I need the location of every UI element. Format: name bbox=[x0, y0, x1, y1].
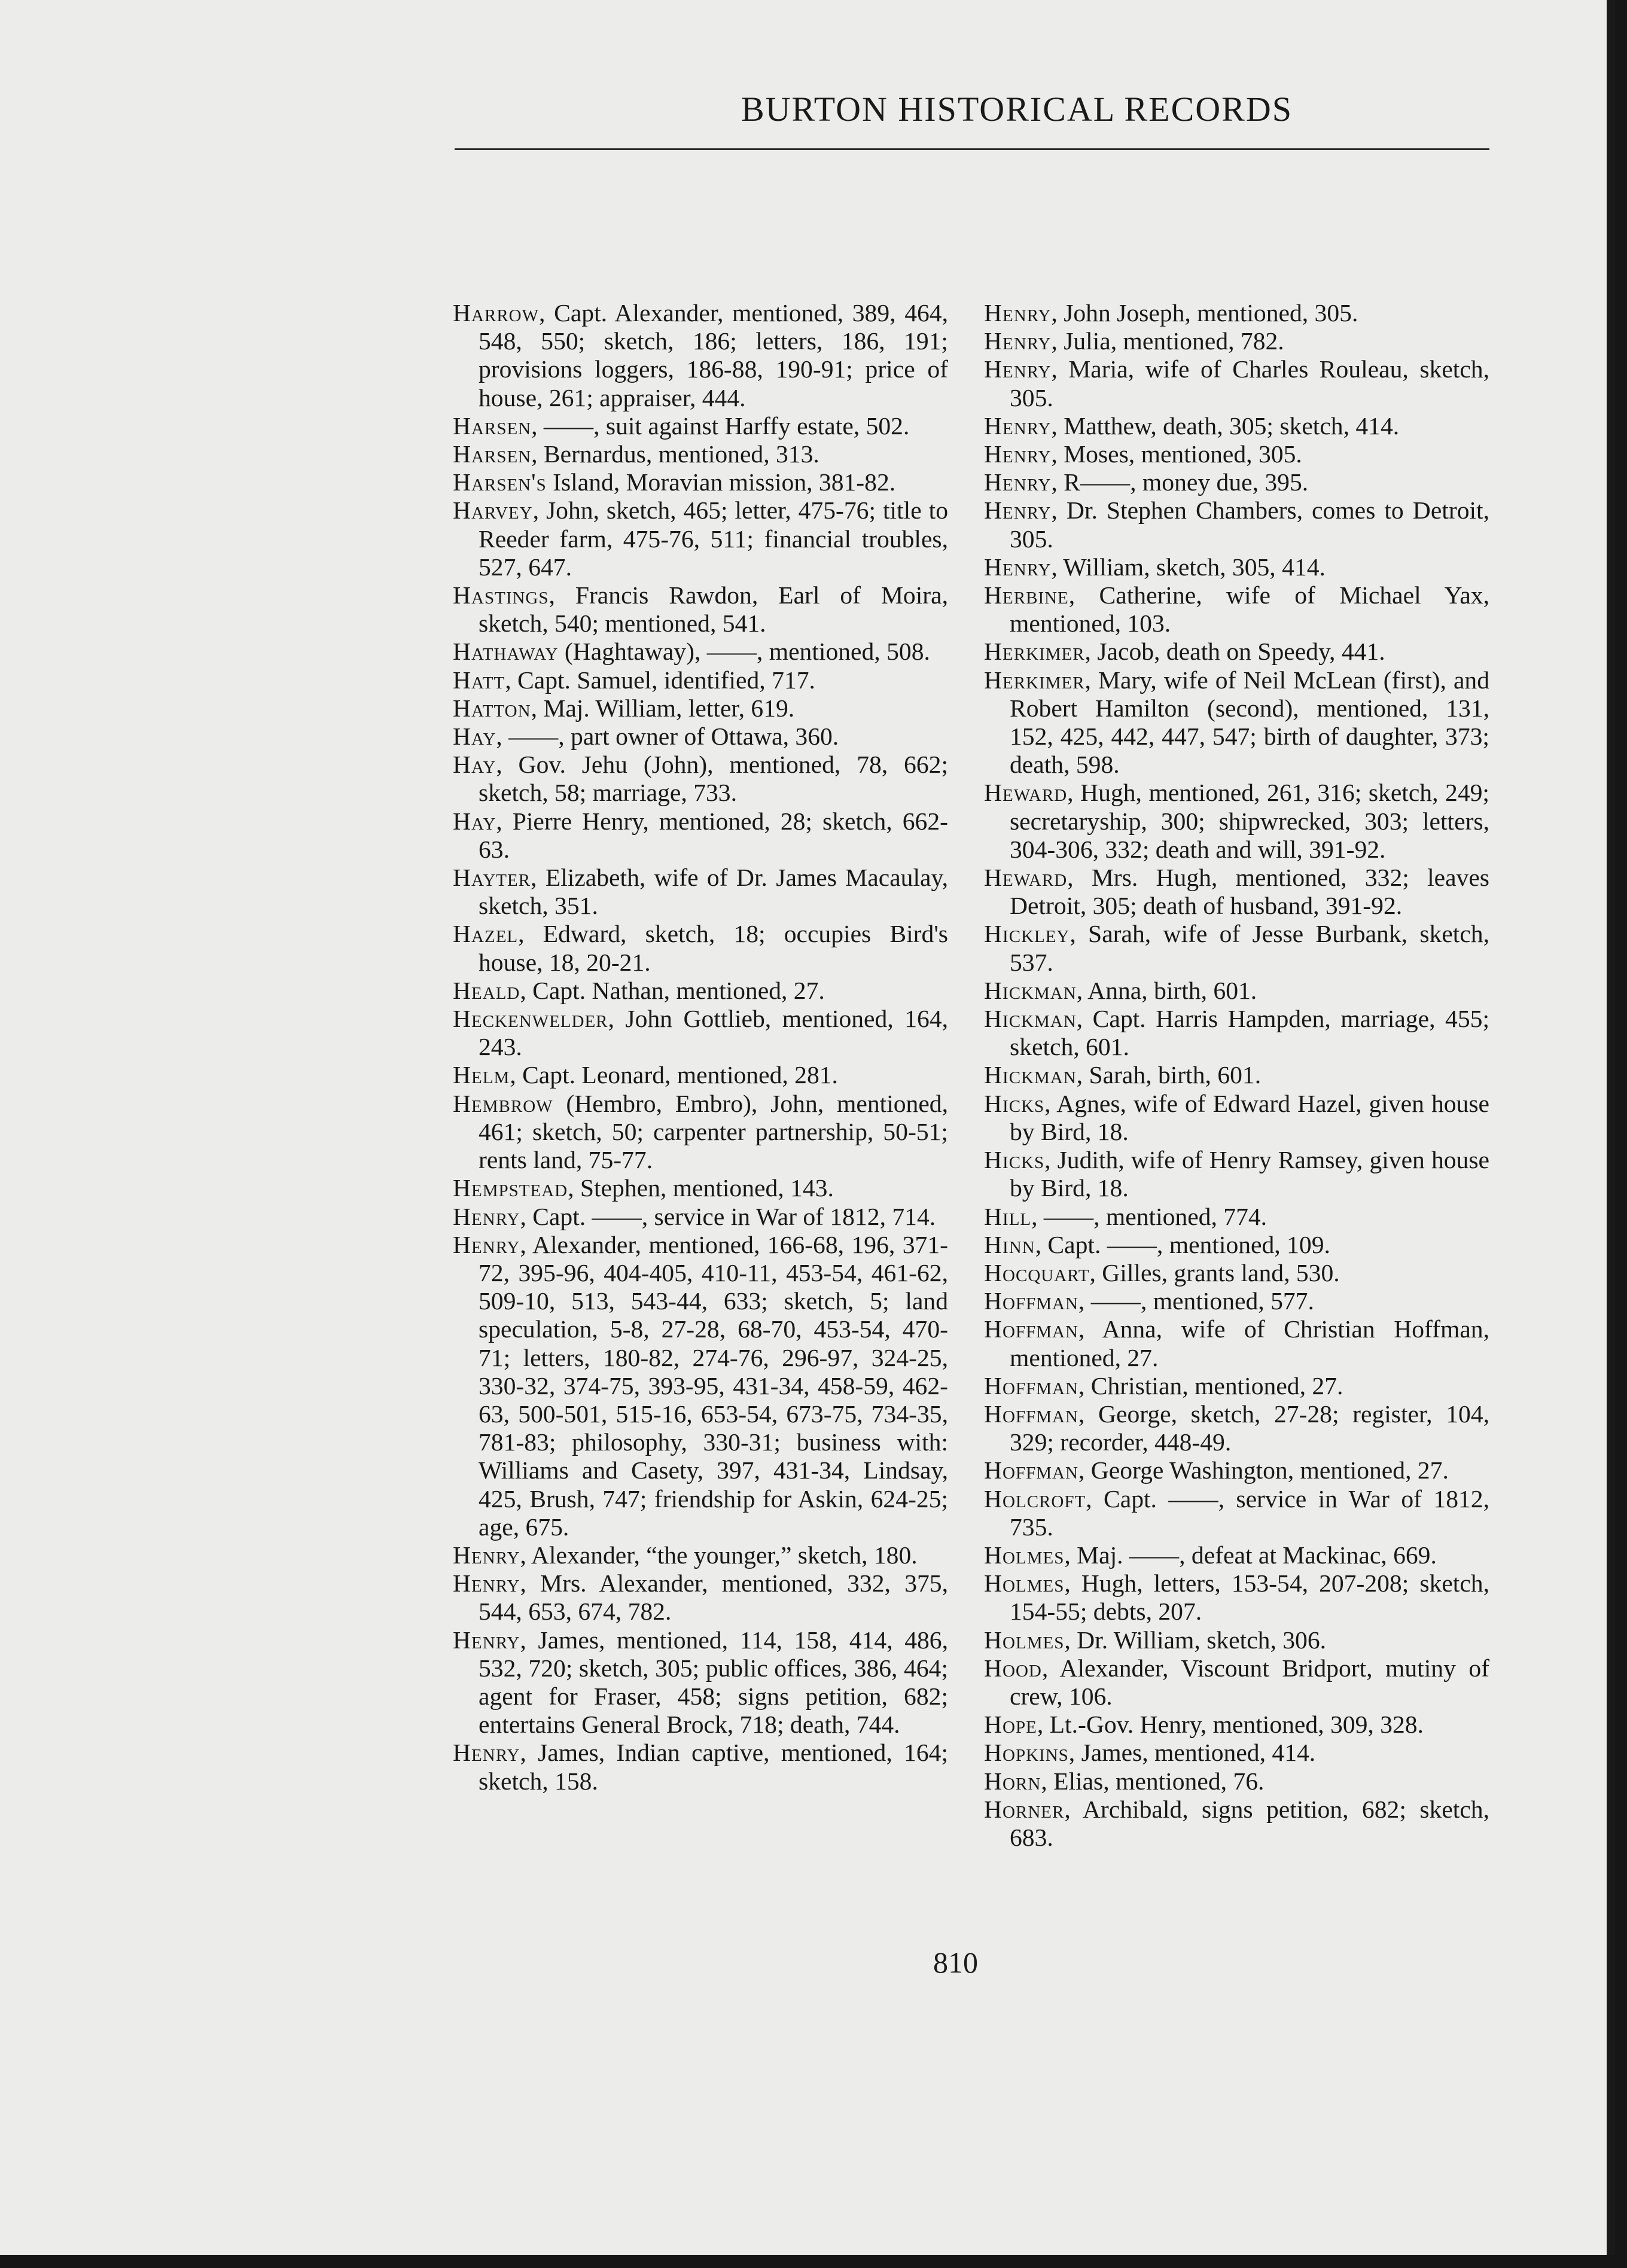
index-entry bbox=[984, 496, 1489, 553]
index-entry bbox=[984, 1372, 1489, 1400]
entry-text: , Alexander, “the younger,” sketch, 180. bbox=[520, 1541, 918, 1569]
running-title: BURTON HISTORICAL RECORDS bbox=[741, 90, 1293, 129]
index-entry bbox=[984, 412, 1489, 440]
entry-text: , William, sketch, 305, 414. bbox=[1051, 553, 1326, 581]
entry-heading: Hicks bbox=[984, 1146, 1045, 1174]
index-entry bbox=[453, 581, 948, 638]
entry-heading: Henry bbox=[984, 496, 1052, 525]
entry-heading: Hoffman bbox=[984, 1400, 1078, 1428]
entry-text: Island, Moravian mission, 381-82. bbox=[546, 468, 896, 496]
index-entry bbox=[984, 920, 1489, 976]
entry-text: , Capt. ——, mentioned, 109. bbox=[1035, 1230, 1330, 1258]
entry-heading: Holmes bbox=[984, 1626, 1065, 1654]
entry-heading: Henry bbox=[453, 1626, 520, 1654]
entry-text: , Julia, mentioned, 782. bbox=[1051, 327, 1284, 355]
entry-heading: Harsen bbox=[453, 411, 532, 440]
entry-heading: Heward bbox=[984, 779, 1068, 807]
index-entry bbox=[453, 1739, 948, 1795]
entry-text: , Mary, wife of Neil McLean (first), and Robert Hamilton (second), mentioned, 131, 152, 425, 442, 447, 547; birth of daughter, 373; death, 598. bbox=[1010, 666, 1489, 779]
entry-text: , Hugh, mentioned, 261, 316; sketch, 249; secretaryship, 300; shipwrecked, 303; letters, 304-306, 332; death and will, 391-92. bbox=[1010, 779, 1489, 863]
entry-heading: Hope bbox=[984, 1711, 1037, 1739]
index-entry bbox=[453, 412, 948, 440]
entry-text: , Mrs. Alexander, mentioned, 332, 375, 544, 653, 674, 782. bbox=[479, 1569, 948, 1626]
entry-text: , Anna, birth, 601. bbox=[1076, 976, 1257, 1004]
header-rule bbox=[455, 148, 1489, 150]
entry-text: , R——, money due, 395. bbox=[1051, 468, 1309, 496]
entry-text: , Gov. Jehu (John), mentioned, 78, 662; sketch, 58; marriage, 733. bbox=[479, 751, 948, 807]
entry-heading: Herkimer bbox=[984, 666, 1085, 694]
index-entry bbox=[984, 581, 1489, 638]
entry-heading: Hickman bbox=[984, 976, 1077, 1004]
entry-text: , Edward, sketch, 18; occupies Bird's house, 18, 20-21. bbox=[479, 920, 948, 976]
index-entry bbox=[984, 440, 1489, 468]
index-entry bbox=[984, 1569, 1489, 1626]
entry-text: , Elias, mentioned, 76. bbox=[1041, 1767, 1265, 1795]
entry-text: , Hugh, letters, 153-54, 207-208; sketch, 154-55; debts, 207. bbox=[1010, 1569, 1489, 1626]
entry-text: , ——, suit against Harffy estate, 502. bbox=[531, 411, 910, 440]
entry-text: , Sarah, birth, 601. bbox=[1076, 1061, 1262, 1089]
entry-text: , Lt.-Gov. Henry, mentioned, 309, 328. bbox=[1037, 1711, 1424, 1739]
entry-text: , John Joseph, mentioned, 305. bbox=[1051, 299, 1358, 327]
index-entry bbox=[984, 1400, 1489, 1456]
entry-heading: Hickley bbox=[984, 920, 1070, 948]
index-entry bbox=[453, 440, 948, 468]
entry-heading: Henry bbox=[453, 1541, 520, 1569]
entry-heading: Henry bbox=[453, 1230, 520, 1258]
index-entry bbox=[453, 864, 948, 920]
index-entry bbox=[984, 638, 1489, 666]
entry-text: , Stephen, mentioned, 143. bbox=[568, 1174, 834, 1202]
entry-heading: Henry bbox=[453, 1202, 520, 1230]
entry-heading: Henry bbox=[984, 327, 1052, 355]
entry-heading: Henry bbox=[984, 411, 1052, 440]
entry-text: , Agnes, wife of Edward Hazel, given house by Bird, 18. bbox=[1010, 1089, 1489, 1145]
index-entry bbox=[984, 1287, 1489, 1315]
index-entry bbox=[984, 1767, 1489, 1796]
entry-text: , Sarah, wife of Jesse Burbank, sketch, 537. bbox=[1010, 920, 1489, 976]
entry-heading: Harsen bbox=[453, 440, 532, 468]
index-entry bbox=[984, 327, 1489, 355]
entry-heading: Hay bbox=[453, 723, 496, 751]
entry-heading: Hay bbox=[453, 751, 496, 779]
entry-heading: Holmes bbox=[984, 1541, 1065, 1569]
entry-heading: Henry bbox=[984, 553, 1052, 581]
entry-heading: Hempstead bbox=[453, 1174, 568, 1202]
entry-text: , Capt. Leonard, mentioned, 281. bbox=[510, 1061, 838, 1089]
entry-heading: Heward bbox=[984, 864, 1068, 892]
entry-heading: Harsen's bbox=[453, 468, 547, 496]
entry-heading: Holcroft bbox=[984, 1484, 1086, 1513]
index-entry bbox=[453, 977, 948, 1005]
entry-heading: Harvey bbox=[453, 496, 533, 525]
index-entry bbox=[984, 1485, 1489, 1541]
index-entry bbox=[984, 468, 1489, 496]
entry-heading: Hill bbox=[984, 1202, 1032, 1230]
index-entry bbox=[453, 1005, 948, 1061]
entry-text: , Capt. Alexander, mentioned, 389, 464, 548, 550; sketch, 186; letters, 186, 191; provisions loggers, 186-88, 190-91; price of house, 261; appraiser, 444. bbox=[479, 299, 948, 411]
index-entry bbox=[453, 496, 948, 581]
entry-text: , James, mentioned, 114, 158, 414, 486, 532, 720; sketch, 305; public offices, 386, 464; agent for Fraser, 458; signs petition, 682; entertains General Brock, 718; death, 744. bbox=[479, 1626, 948, 1739]
entry-text: , George, sketch, 27-28; register, 104, 329; recorder, 448-49. bbox=[1010, 1400, 1489, 1456]
entry-heading: Hoffman bbox=[984, 1315, 1078, 1343]
index-entry bbox=[453, 1541, 948, 1569]
entry-heading: Hood bbox=[984, 1654, 1042, 1682]
index-entry bbox=[984, 1090, 1489, 1146]
entry-heading: Heckenwelder bbox=[453, 1005, 608, 1033]
entry-heading: Hoffman bbox=[984, 1456, 1078, 1484]
entry-text: , Francis Rawdon, Earl of Moira, sketch, 540; mentioned, 541. bbox=[479, 581, 948, 638]
index-entry bbox=[984, 1796, 1489, 1852]
index-entry bbox=[984, 1146, 1489, 1202]
entry-heading: Hatt bbox=[453, 666, 505, 694]
entry-heading: Heald bbox=[453, 976, 520, 1004]
entry-text: , Dr. Stephen Chambers, comes to Detroit, 305. bbox=[1010, 496, 1489, 553]
entry-heading: Herkimer bbox=[984, 638, 1085, 666]
entry-text: , John, sketch, 465; letter, 475-76; title to Reeder farm, 475-76, 511; financial troubles, 527, 647. bbox=[479, 496, 948, 581]
index-entry bbox=[984, 1061, 1489, 1089]
entry-heading: Hoffman bbox=[984, 1371, 1078, 1400]
entry-text: (Hembro, Embro), John, mentioned, 461; sketch, 50; carpenter partnership, 50-51; rents land, 75-77. bbox=[479, 1089, 948, 1174]
entry-heading: Harrow bbox=[453, 299, 539, 327]
index-entry bbox=[453, 1231, 948, 1541]
entry-heading: Herbine bbox=[984, 581, 1069, 609]
index-entry bbox=[453, 807, 948, 864]
entry-text: , Alexander, mentioned, 166-68, 196, 371-72, 395-96, 404-405, 410-11, 453-54, 461-62, 509-10, 513, 543-44, 633; sketch, 5; land speculation, 5-8, 27-28, 68-70, 453-54, 470-71; letters, 180-82, 274-76, 296-97, 324-25, 330-32, 374-75, 393-95, 431-34, 458-59, 462-63, 500-501, 515-16, 653-54, 673-75, 734-35, 781-83; philosophy, 330-31; business with: Williams and Casety, 397, 431-34, Lindsay, 425, Brush, 747; friendship for Askin, 624-25; age, 675. bbox=[479, 1230, 948, 1541]
index-entry bbox=[984, 864, 1489, 920]
entry-text: , Capt. ——, service in War of 1812, 714. bbox=[520, 1202, 936, 1230]
index-entry bbox=[984, 299, 1489, 327]
entry-heading: Hoffman bbox=[984, 1287, 1078, 1315]
entry-text: , ——, mentioned, 774. bbox=[1031, 1202, 1268, 1230]
index-entry bbox=[984, 1456, 1489, 1484]
index-entry bbox=[453, 299, 948, 412]
index-entry bbox=[984, 1005, 1489, 1061]
entry-text: , ——, part owner of Ottawa, 360. bbox=[496, 723, 839, 751]
index-entry bbox=[984, 1541, 1489, 1569]
index-entry bbox=[453, 1569, 948, 1626]
index-entry bbox=[984, 1259, 1489, 1287]
entry-heading: Henry bbox=[984, 355, 1052, 383]
entry-text: , Jacob, death on Speedy, 441. bbox=[1084, 638, 1385, 666]
index-entry bbox=[984, 355, 1489, 411]
entry-heading: Hickman bbox=[984, 1061, 1077, 1089]
entry-heading: Horn bbox=[984, 1767, 1041, 1795]
entry-text: , Moses, mentioned, 305. bbox=[1051, 440, 1302, 468]
index-entry bbox=[984, 1654, 1489, 1711]
entry-heading: Hastings bbox=[453, 581, 549, 609]
entry-text: , Elizabeth, wife of Dr. James Macaulay, sketch, 351. bbox=[479, 864, 948, 920]
entry-text: , George Washington, mentioned, 27. bbox=[1078, 1456, 1449, 1484]
entry-text: , Maj. William, letter, 619. bbox=[531, 694, 795, 722]
entry-heading: Hickman bbox=[984, 1005, 1077, 1033]
entry-heading: Horner bbox=[984, 1795, 1065, 1823]
entry-heading: Holmes bbox=[984, 1569, 1065, 1598]
entry-heading: Henry bbox=[984, 299, 1052, 327]
index-entry bbox=[453, 1061, 948, 1089]
entry-text: , Mrs. Hugh, mentioned, 332; leaves Detroit, 305; death of husband, 391-92. bbox=[1010, 864, 1489, 920]
entry-text: , James, Indian captive, mentioned, 164; sketch, 158. bbox=[479, 1739, 948, 1795]
entry-heading: Hatton bbox=[453, 694, 531, 722]
entry-heading: Helm bbox=[453, 1061, 510, 1089]
entry-heading: Hayter bbox=[453, 864, 531, 892]
entry-heading: Henry bbox=[984, 468, 1052, 496]
page-header bbox=[455, 89, 1489, 150]
entry-text: , Archibald, signs petition, 682; sketch, 683. bbox=[1010, 1795, 1489, 1851]
entry-heading: Hopkins bbox=[984, 1739, 1069, 1767]
page-number: 810 bbox=[933, 1946, 978, 1979]
entry-text: , Capt. ——, service in War of 1812, 735. bbox=[1010, 1484, 1489, 1541]
entry-heading: Henry bbox=[453, 1739, 520, 1767]
entry-text: , Bernardus, mentioned, 313. bbox=[531, 440, 819, 468]
entry-text: , John Gottlieb, mentioned, 164, 243. bbox=[479, 1005, 948, 1061]
entry-text: , ——, mentioned, 577. bbox=[1078, 1287, 1314, 1315]
entry-text: , Maj. ——, defeat at Mackinac, 669. bbox=[1064, 1541, 1437, 1569]
index-entry bbox=[453, 694, 948, 723]
entry-text: , Judith, wife of Henry Ramsey, given house by Bird, 18. bbox=[1010, 1146, 1489, 1202]
entry-heading: Henry bbox=[984, 440, 1052, 468]
entry-heading: Hocquart bbox=[984, 1258, 1090, 1287]
index-entry bbox=[984, 1739, 1489, 1767]
index-entry bbox=[453, 920, 948, 976]
index-entry bbox=[453, 751, 948, 807]
entry-text: , Catherine, wife of Michael Yax, mentioned, 103. bbox=[1010, 581, 1489, 638]
entry-heading: Hinn bbox=[984, 1230, 1035, 1258]
index-entry bbox=[453, 1626, 948, 1739]
index-entry bbox=[984, 779, 1489, 864]
entry-text: , Anna, wife of Christian Hoffman, mentioned, 27. bbox=[1010, 1315, 1489, 1371]
entry-heading: Hay bbox=[453, 807, 496, 835]
index-entry bbox=[984, 1711, 1489, 1739]
index-entry bbox=[984, 1315, 1489, 1371]
index-entry bbox=[453, 1090, 948, 1175]
index-entry bbox=[453, 723, 948, 751]
entry-heading: Hicks bbox=[984, 1089, 1045, 1117]
index-entry bbox=[453, 666, 948, 694]
index-column-right bbox=[984, 299, 1489, 1852]
entry-text: , James, mentioned, 414. bbox=[1068, 1739, 1316, 1767]
index-entry bbox=[453, 468, 948, 496]
entry-text: , Capt. Samuel, identified, 717. bbox=[505, 666, 815, 694]
entry-text: , Capt. Nathan, mentioned, 27. bbox=[520, 976, 825, 1004]
entry-heading: Hembrow bbox=[453, 1089, 553, 1117]
entry-text: (Haghtaway), ——, mentioned, 508. bbox=[558, 638, 930, 666]
entry-heading: Hazel bbox=[453, 920, 519, 948]
index-entry bbox=[453, 1203, 948, 1231]
entry-text: , Dr. William, sketch, 306. bbox=[1064, 1626, 1327, 1654]
index-entry bbox=[984, 666, 1489, 779]
index-entry bbox=[984, 1231, 1489, 1259]
entry-text: , Pierre Henry, mentioned, 28; sketch, 662-63. bbox=[479, 807, 948, 863]
entry-text: , Christian, mentioned, 27. bbox=[1078, 1371, 1343, 1400]
entry-text: , Matthew, death, 305; sketch, 414. bbox=[1051, 411, 1400, 440]
index-entry bbox=[984, 1203, 1489, 1231]
index-entry bbox=[984, 553, 1489, 581]
entry-text: , Alexander, Viscount Bridport, mutiny of crew, 106. bbox=[1010, 1654, 1489, 1710]
entry-heading: Henry bbox=[453, 1569, 520, 1598]
index-column-left bbox=[453, 299, 948, 1796]
index-entry bbox=[984, 977, 1489, 1005]
entry-text: , Capt. Harris Hampden, marriage, 455; sketch, 601. bbox=[1010, 1005, 1489, 1061]
index-entry bbox=[453, 1174, 948, 1202]
entry-text: , Maria, wife of Charles Rouleau, sketch, 305. bbox=[1010, 355, 1489, 411]
index-entry bbox=[453, 638, 948, 666]
entry-text: , Gilles, grants land, 530. bbox=[1089, 1258, 1340, 1287]
index-entry bbox=[984, 1626, 1489, 1654]
entry-heading: Hathaway bbox=[453, 638, 559, 666]
